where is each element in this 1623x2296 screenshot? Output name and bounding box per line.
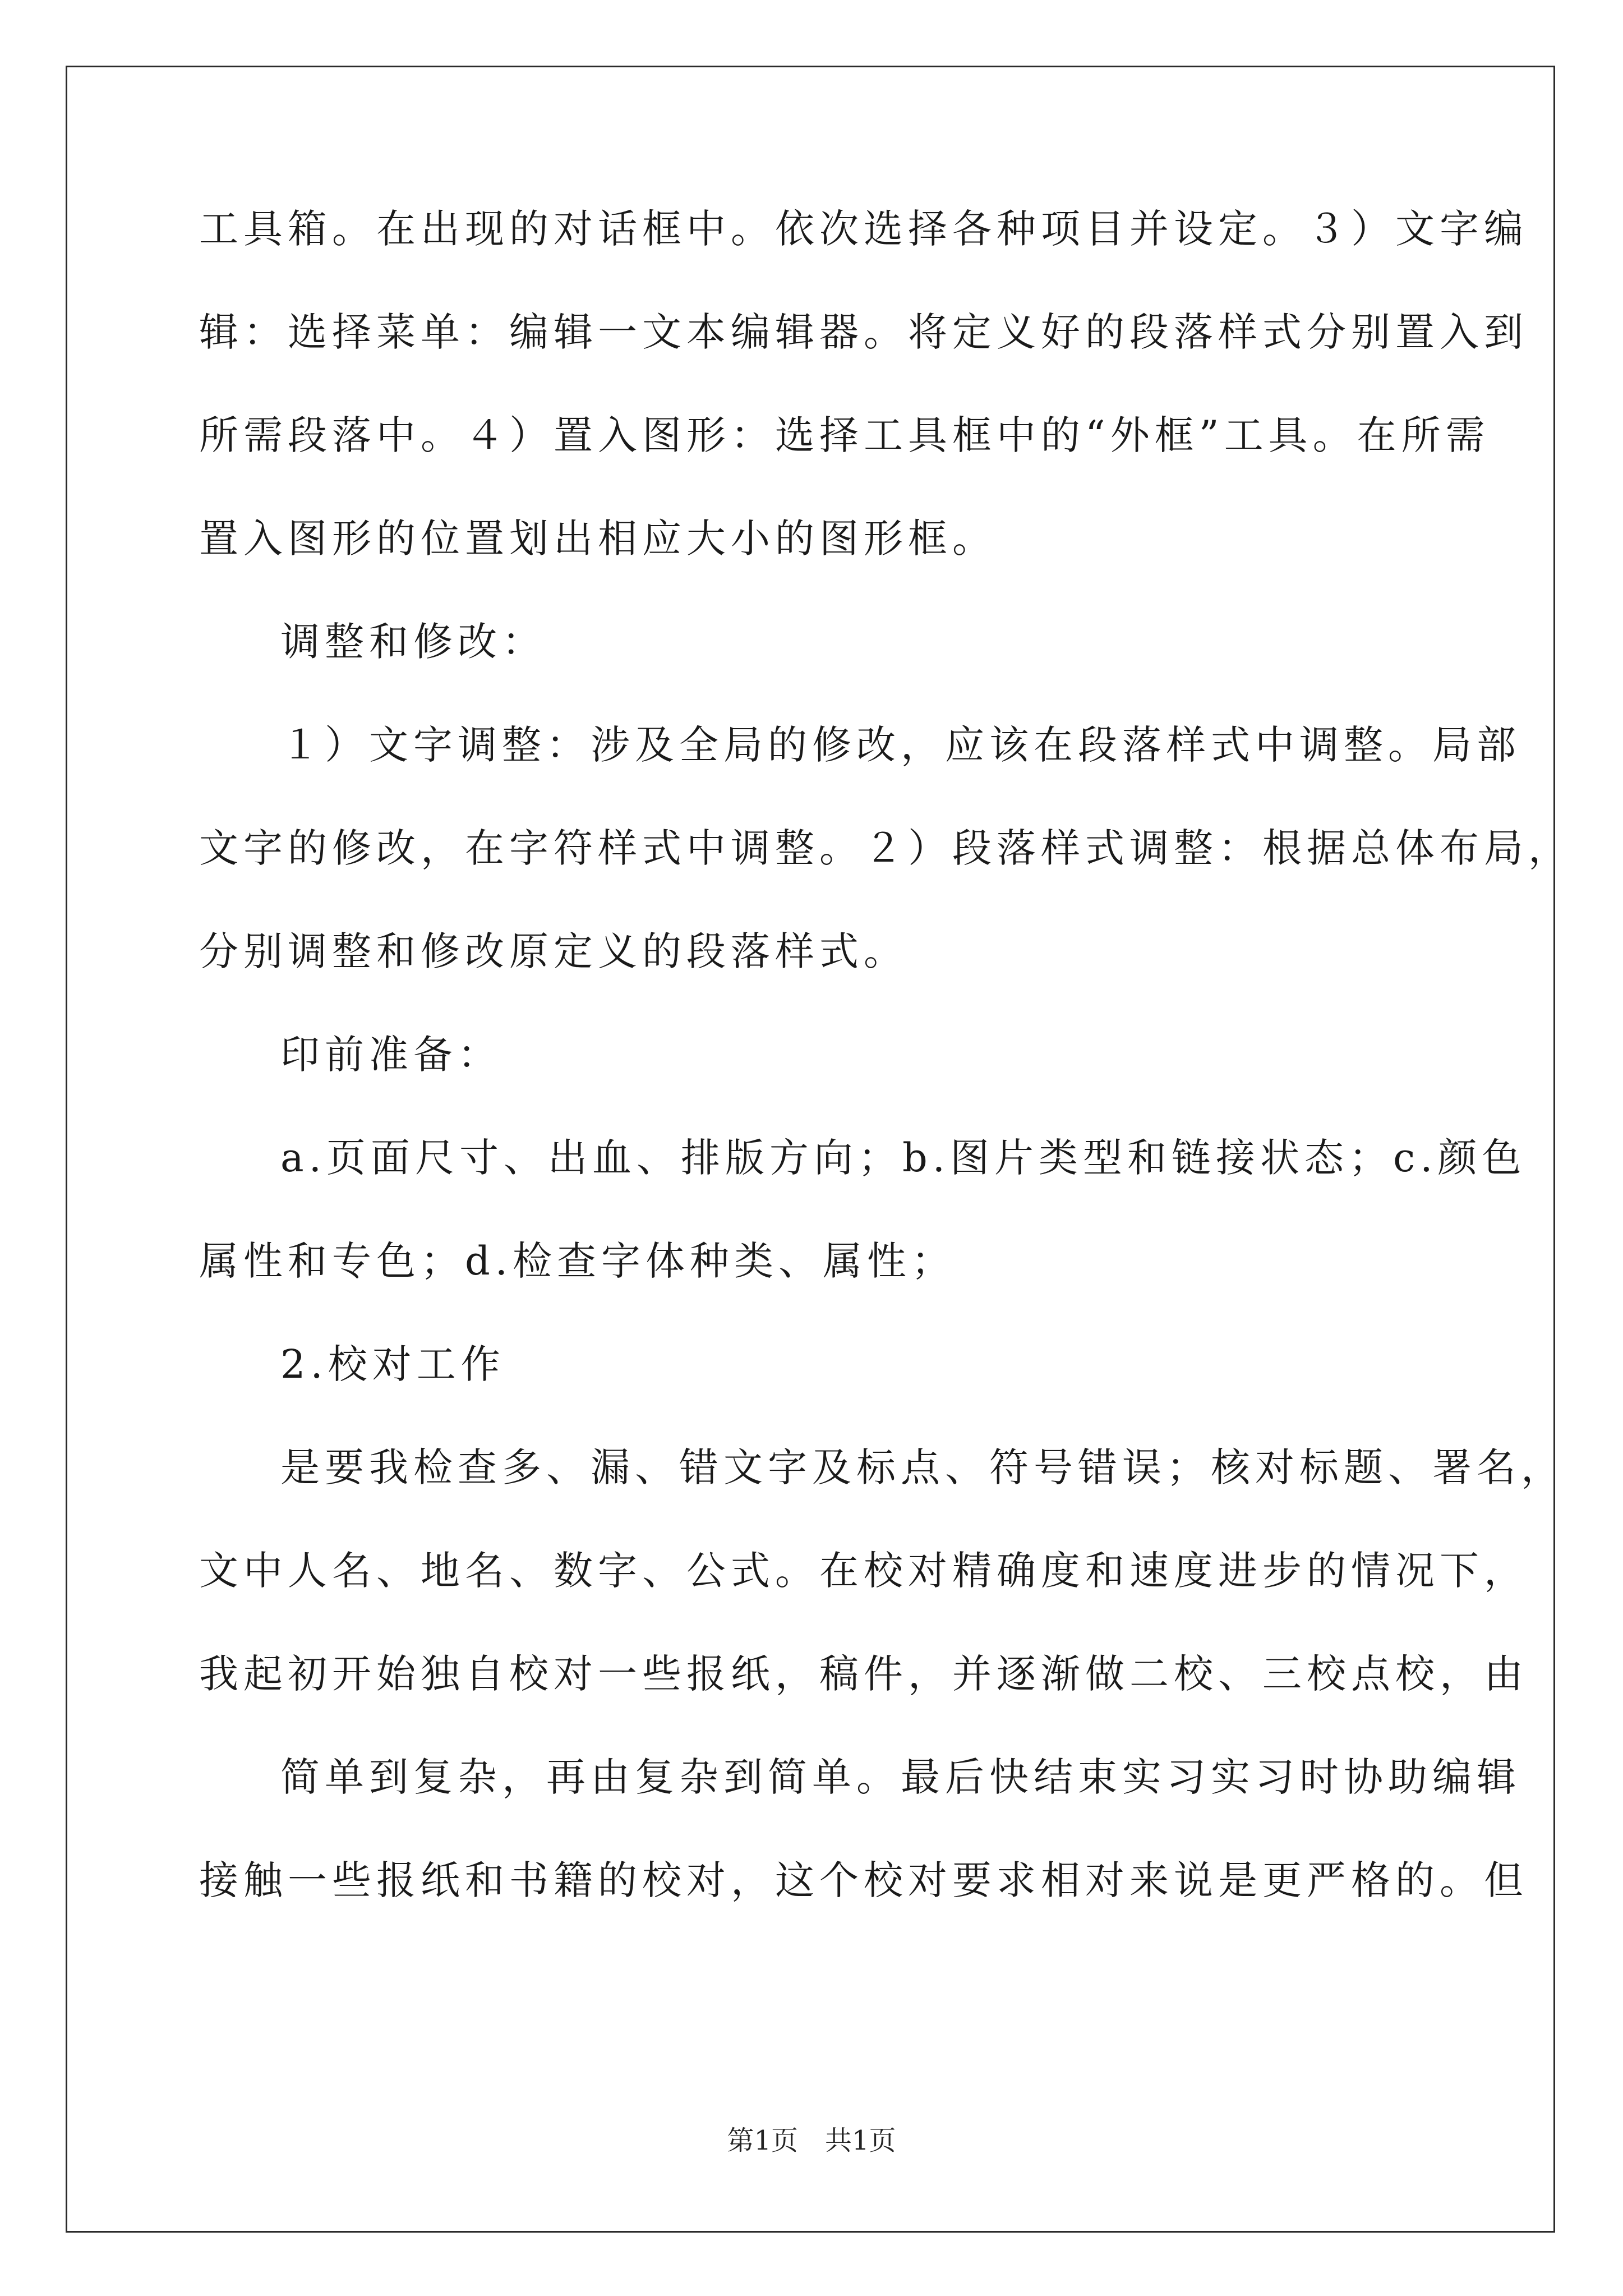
page-total: 共1页 [825,2125,896,2156]
text-line: a.页面尺寸、出血、排版方向；b.图片类型和链接状态；c.颜色 [280,1135,1527,1181]
text-line: 工具箱。在出现的对话框中。依次选择各种项目并设定。３）文字编 [199,206,1528,252]
text-line: 置入图形的位置划出相应大小的图形框。 [199,516,997,562]
text-line: 印前准备： [280,1032,502,1078]
text-line: 辑：选择菜单：编辑一文本编辑器。将定义好的段落样式分别置入到 [199,309,1528,355]
text-line: 接触一些报纸和书籍的校对，这个校对要求相对来说是更严格的。但 [199,1857,1528,1903]
text-line: 文中人名、地名、数字、公式。在校对精确度和速度进步的情况下， [199,1548,1528,1594]
text-line: 我起初开始独自校对一些报纸，稿件，并逐渐做二校、三校点校，由 [199,1651,1528,1697]
text-line: 属性和专色；d.检查字体种类、属性； [199,1238,956,1284]
text-line: 2.校对工作 [280,1341,505,1387]
text-line: 分别调整和修改原定义的段落样式。 [199,928,908,974]
page-number: 第1页 [727,2125,798,2156]
text-line: 调整和修改： [280,619,546,665]
text-line: 简单到复杂，再由复杂到简单。最后快结束实习实习时协助编辑 [280,1754,1521,1800]
text-line: １）文字调整：涉及全局的修改，应该在段落样式中调整。局部 [280,722,1521,768]
document-body [199,202,1573,1907]
text-line: 是要我检查多、漏、错文字及标点、符号错误；核对标题、署名， [280,1444,1565,1490]
text-line: 所需段落中。４）置入图形：选择工具框中的“外框”工具。在所需 [199,412,1490,458]
page-footer [0,2124,1623,2157]
text-line: 文字的修改，在字符样式中调整。２）段落样式调整：根据总体布局， [199,825,1573,871]
